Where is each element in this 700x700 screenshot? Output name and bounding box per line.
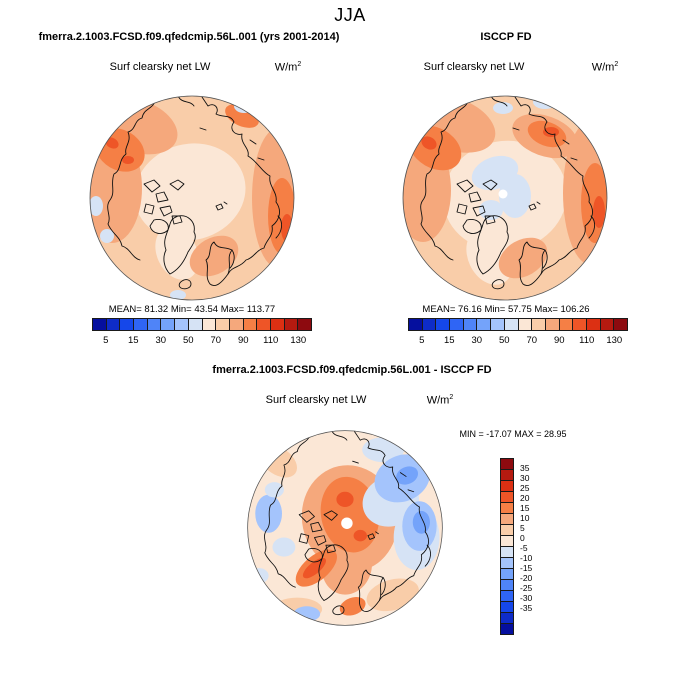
stats-model: MEAN= 81.32 Min= 43.54 Max= 113.77 bbox=[108, 304, 276, 315]
colorbar-tick-label: 30 bbox=[155, 335, 167, 346]
colorbar-cell bbox=[600, 318, 615, 331]
colorbar-cell bbox=[229, 318, 244, 331]
colorbar-cell bbox=[408, 318, 423, 331]
colorbar-tick-label: 30 bbox=[471, 335, 483, 346]
colorbar-tick-label: 50 bbox=[498, 335, 510, 346]
colorbar-cell bbox=[256, 318, 271, 331]
colorbar-diff-ticks bbox=[520, 458, 550, 618]
field-label-diff: Surf clearsky net LW bbox=[265, 394, 367, 406]
colorbar-tick-label: 10 bbox=[520, 513, 530, 523]
plot-title: JJA bbox=[334, 5, 366, 25]
pole-hole bbox=[341, 518, 352, 529]
colorbar-cell bbox=[243, 318, 258, 331]
colorbar-obs bbox=[408, 318, 628, 331]
colorbar-cell bbox=[559, 318, 574, 331]
colorbar-tick-label: 110 bbox=[579, 335, 595, 346]
colorbar-tick-label: 25 bbox=[520, 483, 530, 493]
colorbar-tick-label: 90 bbox=[237, 335, 249, 346]
panel-header-obs: ISCCP FD bbox=[480, 31, 532, 43]
unit-base: W/m bbox=[591, 61, 615, 74]
colorbar-tick-label: -10 bbox=[520, 553, 533, 563]
colorbar-model bbox=[92, 318, 312, 331]
colorbar-tick-label: 70 bbox=[210, 335, 222, 346]
colorbar-cell bbox=[531, 318, 546, 331]
colorbar-tick-label: 0 bbox=[520, 533, 525, 543]
colorbar-tick-label: 15 bbox=[520, 503, 530, 513]
colorbar-cell bbox=[188, 318, 203, 331]
colorbar-cell bbox=[133, 318, 148, 331]
colorbar-cell bbox=[500, 623, 514, 635]
colorbar-tick-label: 15 bbox=[443, 335, 455, 346]
unit-exponent: 2 bbox=[297, 61, 302, 68]
colorbar-cell bbox=[586, 318, 601, 331]
colorbar-cell bbox=[174, 318, 189, 331]
colorbar-tick-label: 30 bbox=[520, 473, 530, 483]
stats-diff: MIN = -17.07 MAX = 28.95 bbox=[459, 429, 567, 439]
unit-base: W/m bbox=[426, 394, 450, 407]
stats-obs: MEAN= 76.16 Min= 57.75 Max= 106.26 bbox=[422, 304, 590, 315]
colorbar-tick-label: 15 bbox=[127, 335, 139, 346]
colorbar-cell bbox=[202, 318, 217, 331]
colorbar-model-ticks bbox=[92, 335, 312, 347]
pole-hole bbox=[499, 190, 508, 199]
colorbar-cell bbox=[572, 318, 587, 331]
colorbar-cell bbox=[147, 318, 162, 331]
colorbar-tick-label: 90 bbox=[553, 335, 565, 346]
colorbar-tick-label: -35 bbox=[520, 603, 533, 613]
colorbar-cell bbox=[545, 318, 560, 331]
colorbar-tick-label: 5 bbox=[419, 335, 425, 346]
colorbar-cell bbox=[422, 318, 437, 331]
unit-label-model bbox=[275, 61, 302, 74]
colorbar-tick-label: 35 bbox=[520, 463, 530, 473]
colorbar-tick-label: -20 bbox=[520, 573, 533, 583]
unit-exponent: 2 bbox=[614, 61, 619, 68]
colorbar-cell bbox=[160, 318, 175, 331]
colorbar-cell bbox=[504, 318, 519, 331]
unit-label-obs bbox=[592, 61, 619, 74]
colorbar-cell bbox=[449, 318, 464, 331]
colorbar-cell bbox=[92, 318, 107, 331]
colorbar-cell bbox=[215, 318, 230, 331]
colorbar-cell bbox=[490, 318, 505, 331]
field-label-obs: Surf clearsky net LW bbox=[423, 61, 525, 73]
colorbar-cell bbox=[270, 318, 285, 331]
map-diff bbox=[240, 423, 450, 633]
colorbar-tick-label: -15 bbox=[520, 563, 533, 573]
field-label-model: Surf clearsky net LW bbox=[109, 61, 211, 73]
colorbar-tick-label: 110 bbox=[263, 335, 279, 346]
colorbar-tick-label: 70 bbox=[526, 335, 538, 346]
colorbar-cell bbox=[284, 318, 299, 331]
unit-base: W/m bbox=[274, 61, 298, 74]
colorbar-tick-label: 130 bbox=[606, 335, 623, 346]
unit-exponent: 2 bbox=[449, 394, 454, 401]
colorbar-tick-label: 5 bbox=[103, 335, 109, 346]
colorbar-tick-label: 50 bbox=[182, 335, 194, 346]
colorbar-cell bbox=[613, 318, 628, 331]
colorbar-cell bbox=[476, 318, 491, 331]
panel-header-model: fmerra.2.1003.FCSD.f09.qfedcmip.56L.001 (yrs 2001-2014) bbox=[38, 31, 340, 43]
colorbar-cell bbox=[119, 318, 134, 331]
colorbar-cell bbox=[106, 318, 121, 331]
colorbar-diff bbox=[500, 458, 514, 635]
colorbar-cell bbox=[518, 318, 533, 331]
colorbar-tick-label: -5 bbox=[520, 543, 528, 553]
colorbar-tick-label: 5 bbox=[520, 523, 525, 533]
colorbar-obs-ticks bbox=[408, 335, 628, 347]
colorbar-cell bbox=[463, 318, 478, 331]
colorbar-tick-label: 20 bbox=[520, 493, 530, 503]
colorbar-tick-label: -30 bbox=[520, 593, 533, 603]
colorbar-cell bbox=[297, 318, 312, 331]
colorbar-tick-label: 130 bbox=[290, 335, 307, 346]
colorbar-tick-label: -25 bbox=[520, 583, 533, 593]
panel-header-diff: fmerra.2.1003.FCSD.f09.qfedcmip.56L.001 - ISCCP FD bbox=[212, 364, 492, 376]
colorbar-cell bbox=[435, 318, 450, 331]
unit-label-diff bbox=[427, 394, 454, 407]
map-model bbox=[82, 88, 302, 308]
map-obs bbox=[395, 88, 615, 308]
